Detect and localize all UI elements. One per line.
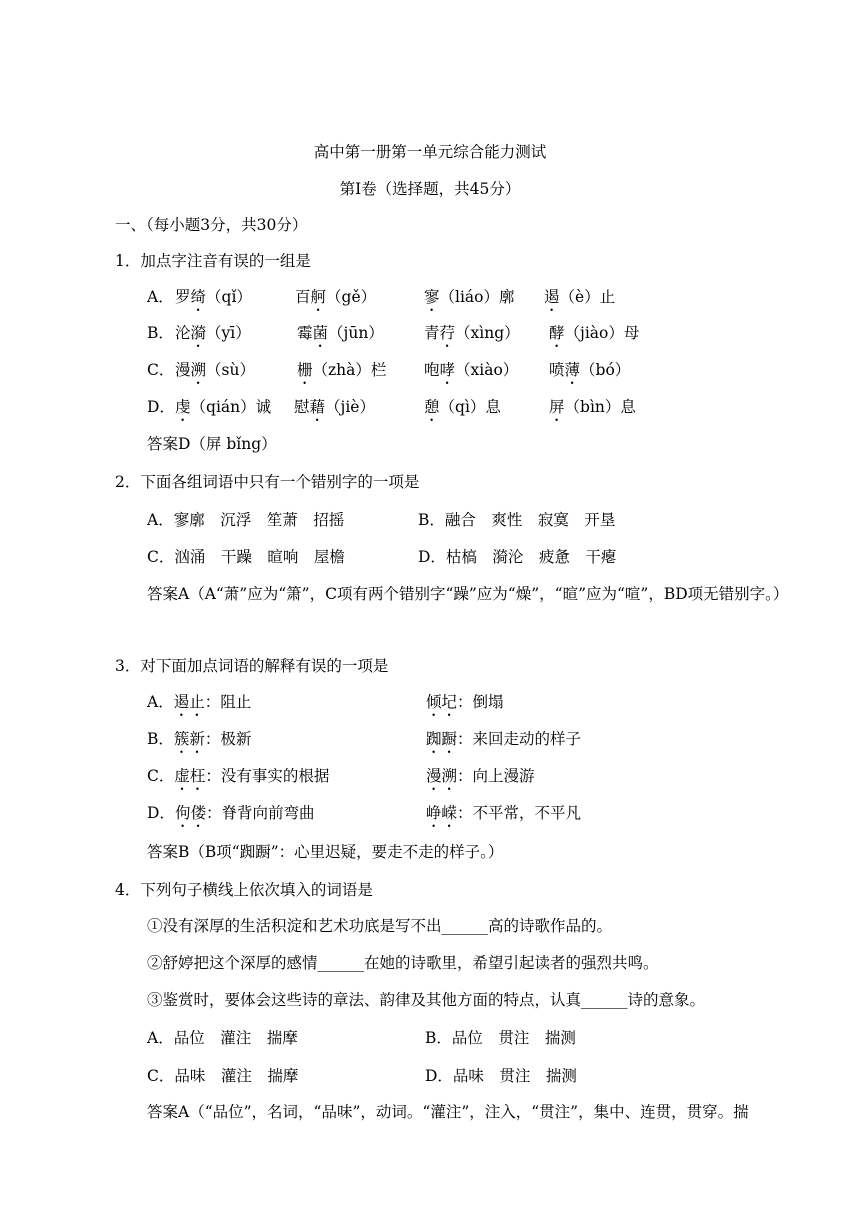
q1-c-item3: 咆哮（xiào） (424, 361, 519, 379)
q2-option-c: C．汹涌 干躁 暄响 屋檐 (147, 548, 345, 566)
q1-a-item1: 罗绮（qǐ） (175, 288, 252, 306)
q1-answer: 答案D（屏 bǐng） (147, 435, 277, 453)
q3-stem: 3．对下面加点词语的解释有误的一项是 (115, 657, 389, 675)
q4-option-d: D．品味 贯注 揣测 (425, 1067, 577, 1085)
q1-d-item2: 慰藉（jiè） (294, 398, 375, 416)
option-label: A． (147, 288, 174, 306)
q3-answer: 答案B（B项“踟蹰”：心里迟疑，要走不走的样子。） (147, 843, 504, 861)
section-heading: 一、（每小题3分，共30分） (115, 216, 308, 234)
option-label: B． (147, 324, 174, 342)
q1-d-item1: 虔（qián）诚 (175, 398, 272, 416)
q3-option-c: C．虚枉：没有事实的根据 漫溯：向上漫游 (147, 767, 535, 785)
q1-b-item1: 沦漪（yī） (175, 324, 251, 342)
q1-b-item4: 酵（jiào）母 (549, 324, 640, 342)
q2-answer: 答案A（A“萧”应为“箫”，C项有两个错别字“躁”应为“燥”，“暄”应为“喧”，BD项无错别字。） (147, 585, 789, 603)
q1-d-item3: 憩（qì）息 (424, 398, 501, 416)
q2-stem: 2．下面各组词语中只有一个错别字的一项是 (115, 473, 420, 491)
q4-sentence-2: ②舒婷把这个深厚的感情______在她的诗歌里，希望引起读者的强烈共鸣。 (147, 954, 659, 972)
q1-b-item3: 青荇（xìng） (424, 324, 520, 342)
q4-sentence-3: ③鉴赏时，要体会这些诗的章法、韵律及其他方面的特点，认真______诗的意象。 (147, 991, 706, 1009)
q4-sentence-1: ①没有深厚的生活积淀和艺术功底是写不出______高的诗歌作品的。 (147, 917, 613, 935)
q2-option-a: A．寥廓 沉浮 笙萧 招摇 (147, 511, 345, 529)
q1-stem: 1．加点字注音有误的一组是 (115, 252, 311, 270)
document-subtitle: 第Ⅰ卷（选择题，共45分） (339, 180, 521, 198)
q4-stem: 4．下列句子横线上依次填入的词语是 (115, 881, 373, 899)
q1-a-item3: 寥（liáo）廓 (424, 288, 515, 306)
q4-option-a: A．品位 灌注 揣摩 (147, 1029, 298, 1047)
option-label: C． (147, 361, 175, 379)
q4-answer: 答案A（“品位”，名词，“品味”，动词。“灌注”，注入，“贯注”，集中、连贯，贯穿。揣 (147, 1103, 749, 1121)
q4-option-c: C．品味 灌注 揣摩 (147, 1067, 299, 1085)
q1-a-item4: 遏（è）止 (544, 288, 616, 306)
q3-option-a: A．遏止：阻止 倾圮：倒塌 (147, 693, 504, 711)
q1-c-item2: 栅（zhà）栏 (297, 361, 387, 379)
q1-a-item2: 百舸（gě） (295, 288, 377, 306)
q2-option-b: B．融合 爽性 寂寞 开垦 (418, 511, 616, 529)
q1-c-item4: 喷薄（bó） (549, 361, 631, 379)
q1-c-item1: 漫溯（sù） (175, 361, 255, 379)
q4-option-b: B．品位 贯注 揣测 (425, 1029, 576, 1047)
q1-b-item2: 霉菌（jūn） (297, 324, 384, 342)
q3-option-b: B．簇新：极新 踟蹰：来回走动的样子 (147, 730, 582, 748)
option-label: D． (147, 398, 175, 416)
q1-d-item4: 屏（bìn）息 (549, 398, 636, 416)
q2-option-d: D．枯槁 漪沦 疲惫 干瘪 (418, 548, 617, 566)
q3-option-d: D．佝偻：脊背向前弯曲 峥嵘：不平常，不平凡 (147, 804, 582, 822)
document-title: 高中第一册第一单元综合能力测试 (313, 143, 547, 161)
